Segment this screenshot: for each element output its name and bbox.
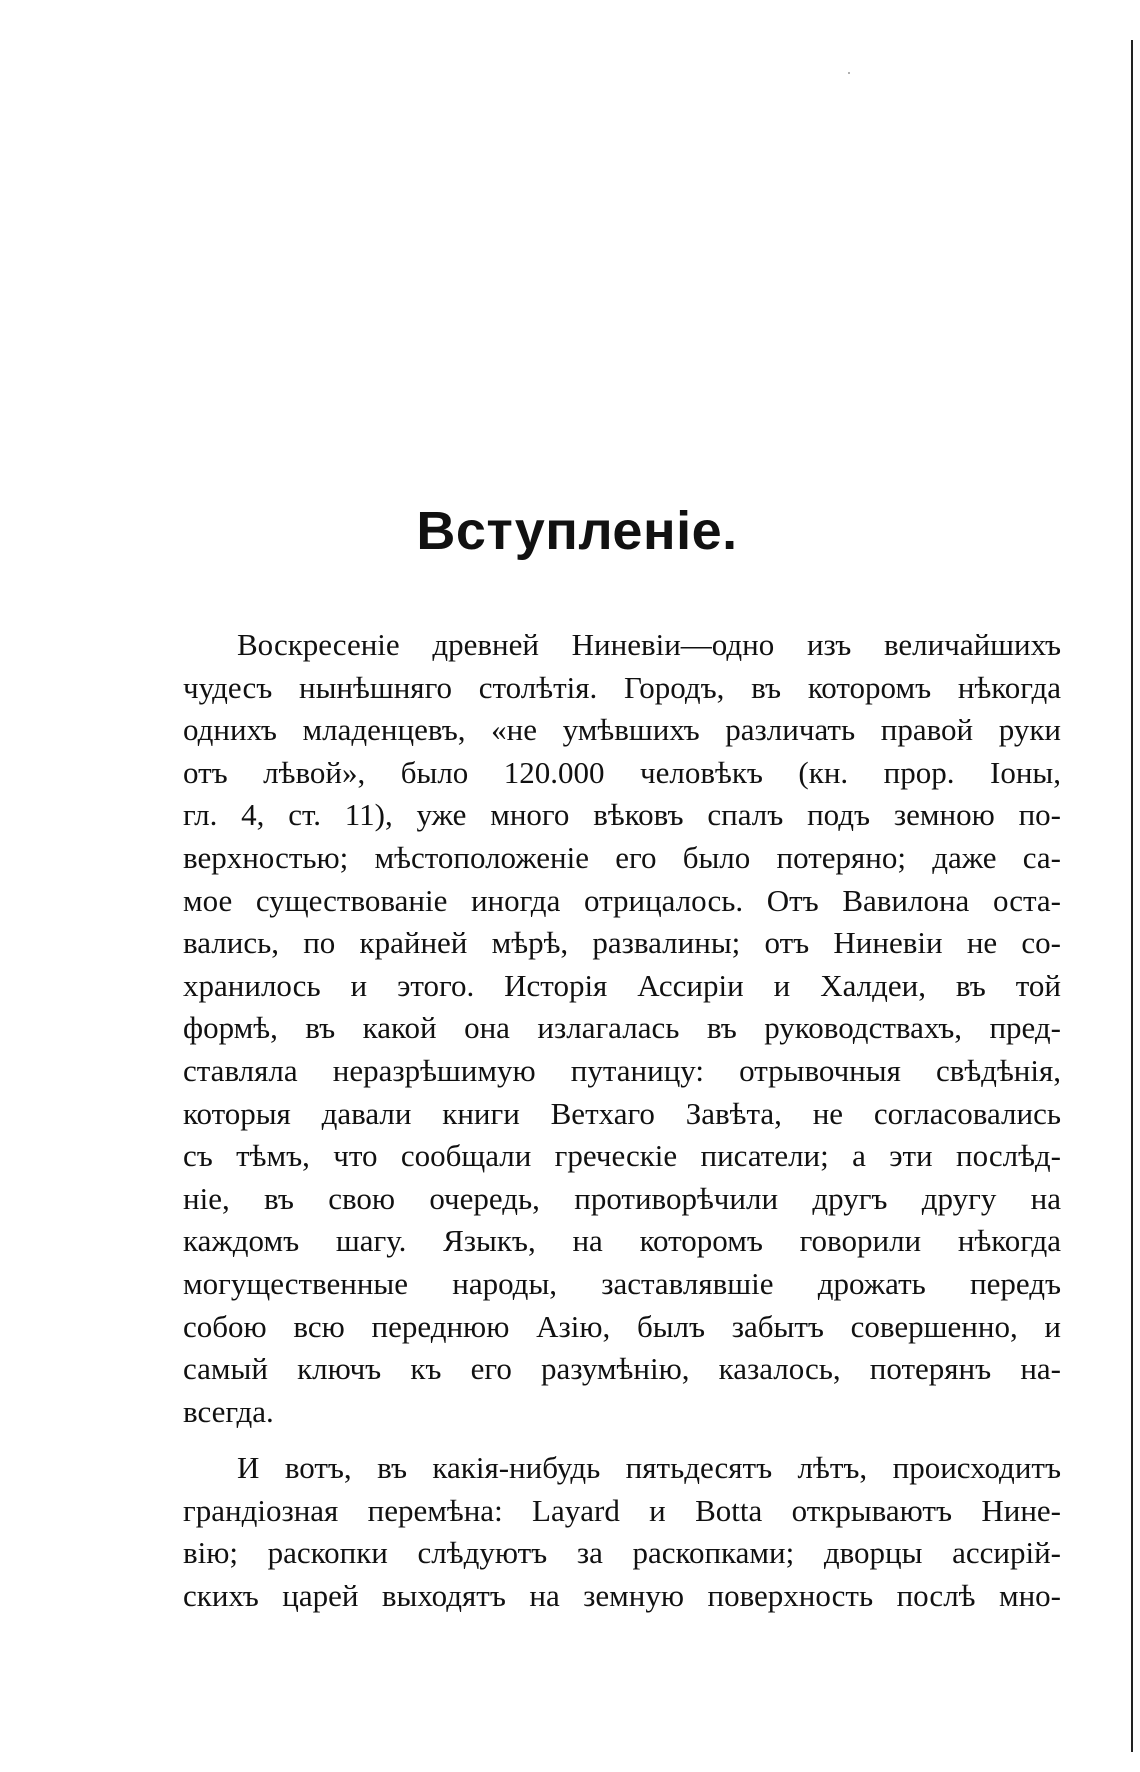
text-line: мое существованіе иногда отрицалось. Отъ Вавилона оста- <box>183 882 1061 918</box>
chapter-title: Вступленіе. <box>416 501 738 561</box>
page-edge-line <box>1131 40 1133 1752</box>
text-line: грандіозная перемѣна: Layard и Botta открываютъ Нине- <box>183 1492 1061 1528</box>
text-line: ставляла неразрѣшимую путаницу: отрывочныя свѣдѣнія, <box>183 1052 1061 1088</box>
text-line: отъ лѣвой», было 120.000 человѣкъ (кн. прор. Іоны, <box>183 754 1061 790</box>
text-line: съ тѣмъ, что сообщали греческіе писатели; а эти послѣд- <box>183 1138 1061 1174</box>
paragraph-gap <box>183 1433 1061 1447</box>
text-line: Воскресеніе древней Ниневіи—одно изъ величайшихъ <box>237 627 1061 662</box>
text-line: могущественные народы, заставлявшіе дрожать передъ <box>183 1265 1061 1301</box>
text-line: однихъ младенцевъ, «не умѣвшихъ различать правой руки <box>183 712 1061 748</box>
text-line: хранилось и этого. Исторія Ассиріи и Халдеи, въ той <box>183 967 1061 1003</box>
paragraph-2 <box>183 1447 1061 1617</box>
paragraph-1 <box>183 624 1061 1433</box>
text-line: вію; раскопки слѣдуютъ за раскопками; дворцы ассирій- <box>183 1535 1061 1571</box>
text-line: верхностью; мѣстоположеніе его было потеряно; даже са- <box>183 839 1061 875</box>
text-line: вались, по крайней мѣрѣ, развалины; отъ Ниневіи не со- <box>183 925 1061 961</box>
text-line: чудесъ нынѣшняго столѣтія. Городъ, въ которомъ нѣкогда <box>183 669 1061 705</box>
text-line: гл. 4, ст. 11), уже много вѣковъ спалъ подъ земною по- <box>183 797 1061 833</box>
text-line: каждомъ шагу. Языкъ, на которомъ говорили нѣкогда <box>183 1223 1061 1259</box>
text-line: самый ключъ къ его разумѣнію, казалось, потерянъ на- <box>183 1351 1061 1387</box>
body-text <box>183 624 1061 1618</box>
text-line: всегда. <box>183 1393 274 1429</box>
text-line: скихъ царей выходятъ на земную поверхность послѣ мно- <box>183 1578 1061 1614</box>
scan-speck <box>848 72 850 74</box>
text-line: И вотъ, въ какія-нибудь пятьдесятъ лѣтъ, происходитъ <box>237 1450 1061 1486</box>
text-line: собою всю переднюю Азію, былъ забытъ совершенно, и <box>183 1308 1061 1344</box>
text-line: формѣ, въ какой она излагалась въ руководствахъ, пред- <box>183 1010 1061 1046</box>
text-line: ніе, въ свою очередь, противорѣчили другъ другу на <box>183 1180 1061 1216</box>
text-line: которыя давали книги Ветхаго Завѣта, не согласовались <box>183 1095 1061 1131</box>
